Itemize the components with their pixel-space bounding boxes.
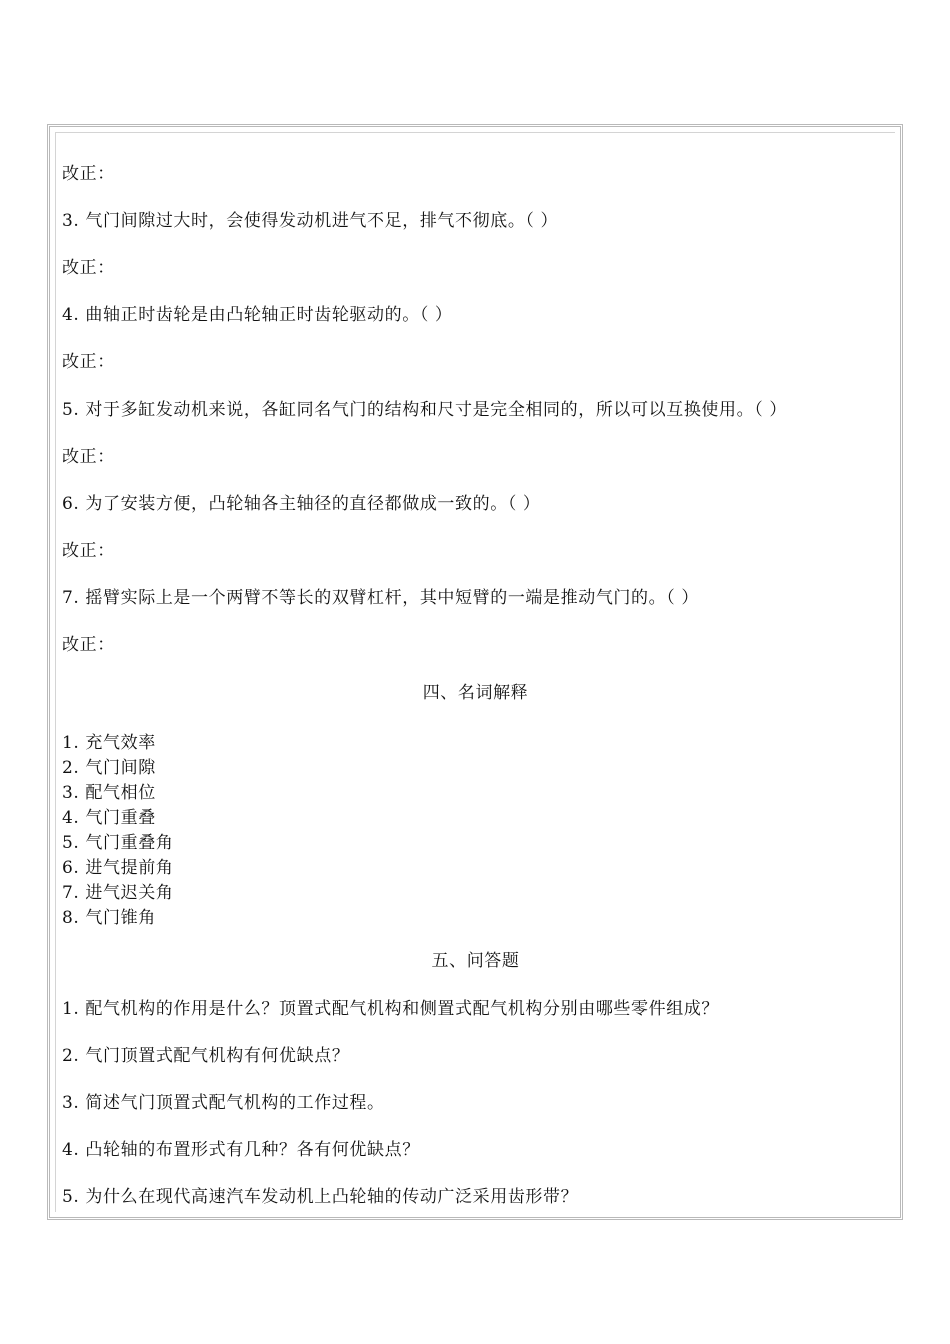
qa-question-3: 3. 简述气门顶置式配气机构的工作过程。 xyxy=(62,1093,385,1113)
correction-line: 改正： xyxy=(62,164,115,184)
judgement-question-5: 5. 对于多缸发动机来说，各缸同名气门的结构和尺寸是完全相同的，所以可以互换使用。（ ） xyxy=(62,400,787,420)
correction-line: 改正： xyxy=(62,447,115,467)
list-item: 2. 气门间隙 xyxy=(62,758,156,778)
document-body xyxy=(55,132,895,1212)
section-heading-terms: 四、名词解释 xyxy=(422,683,529,703)
judgement-question-7: 7. 摇臂实际上是一个两臂不等长的双臂杠杆，其中短臂的一端是推动气门的。（ ） xyxy=(62,588,699,608)
judgement-question-4: 4. 曲轴正时齿轮是由凸轮轴正时齿轮驱动的。（ ） xyxy=(62,305,453,325)
judgement-question-6: 6. 为了安装方便，凸轮轴各主轴径的直径都做成一致的。（ ） xyxy=(62,494,541,514)
list-item: 1. 充气效率 xyxy=(62,733,156,753)
list-item: 5. 气门重叠角 xyxy=(62,833,174,853)
list-item: 3. 配气相位 xyxy=(62,783,156,803)
correction-line: 改正： xyxy=(62,258,115,278)
correction-line: 改正： xyxy=(62,635,115,655)
section-heading-questions: 五、问答题 xyxy=(431,951,520,971)
qa-question-5: 5. 为什么在现代高速汽车发动机上凸轮轴的传动广泛采用齿形带？ xyxy=(62,1187,579,1207)
correction-line: 改正： xyxy=(62,541,115,561)
list-item: 8. 气门锥角 xyxy=(62,908,156,928)
qa-question-2: 2. 气门顶置式配气机构有何优缺点？ xyxy=(62,1046,350,1066)
terms-list xyxy=(62,731,173,931)
qa-question-1: 1. 配气机构的作用是什么？顶置式配气机构和侧置式配气机构分别由哪些零件组成？ xyxy=(62,999,720,1019)
judgement-question-3: 3. 气门间隙过大时，会使得发动机进气不足，排气不彻底。（ ） xyxy=(62,211,559,231)
list-item: 6. 进气提前角 xyxy=(62,858,174,878)
list-item: 4. 气门重叠 xyxy=(62,808,156,828)
list-item: 7. 进气迟关角 xyxy=(62,883,174,903)
document-frame xyxy=(47,124,903,1220)
correction-line: 改正： xyxy=(62,352,115,372)
qa-question-4: 4. 凸轮轴的布置形式有几种？各有何优缺点？ xyxy=(62,1140,420,1160)
